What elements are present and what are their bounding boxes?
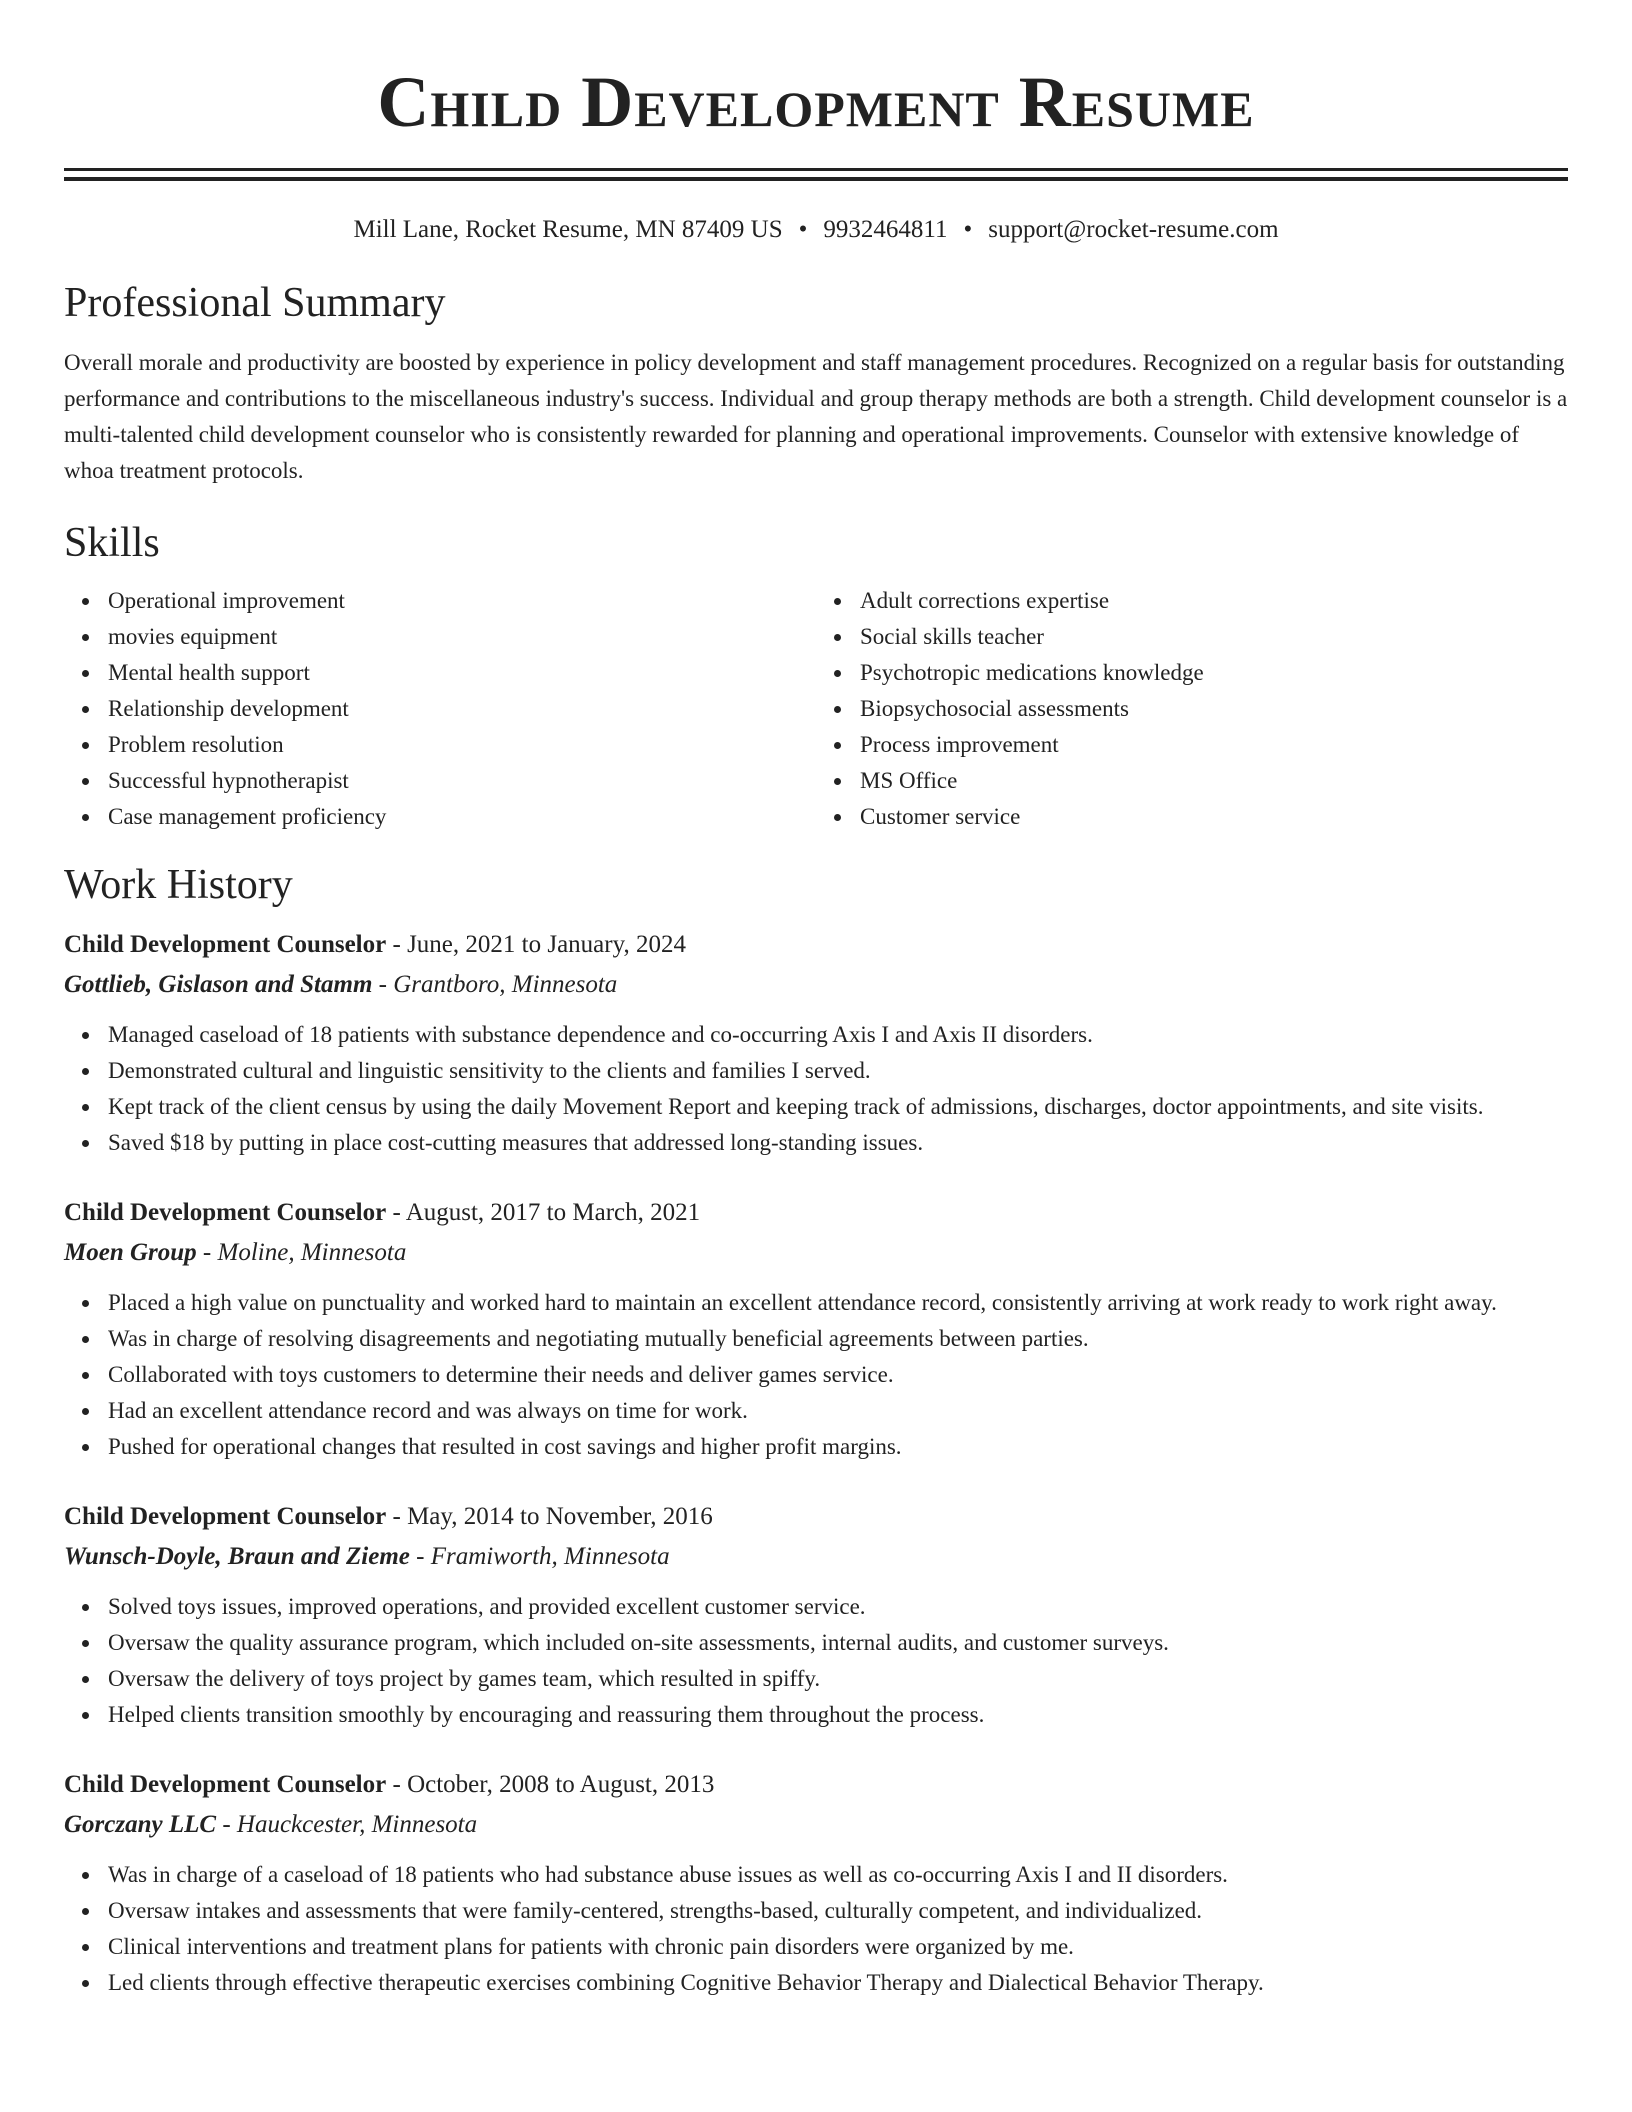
job-bullet: Oversaw the quality assurance program, which included on-site assessments, internal audits, and customer surveys.	[108, 1625, 1568, 1661]
job-dates: August, 2017 to March, 2021	[405, 1199, 701, 1226]
skills-column-left	[64, 583, 816, 835]
job-bullets	[64, 1285, 1568, 1465]
job-title-line: Child Development Counselor - May, 2014 to November, 2016	[64, 1503, 713, 1530]
job-bullet: Clinical interventions and treatment plans for patients with chronic pain disorders were organized by me.	[108, 1929, 1568, 1965]
job-company-line: Gottlieb, Gislason and Stamm - Grantboro, Minnesota	[64, 971, 618, 998]
skill-item: Relationship development	[108, 691, 816, 727]
job-title-line: Child Development Counselor - June, 2021 to January, 2024	[64, 931, 686, 958]
job-title: Child Development Counselor	[64, 1503, 387, 1530]
job-title-line: Child Development Counselor - October, 2008 to August, 2013	[64, 1771, 715, 1798]
job-bullet: Demonstrated cultural and linguistic sensitivity to the clients and families I served.	[108, 1053, 1568, 1089]
job-title: Child Development Counselor	[64, 1771, 387, 1798]
skill-item: Adult corrections expertise	[860, 583, 1568, 619]
contact-phone: 9932464811	[823, 216, 948, 243]
contact-email: support@rocket-resume.com	[988, 216, 1279, 243]
skill-item: Social skills teacher	[860, 619, 1568, 655]
job-bullet: Saved $18 by putting in place cost-cutting measures that addressed long-standing issues.	[108, 1125, 1568, 1161]
job-bullets	[64, 1017, 1568, 1161]
job-location: Hauckcester, Minnesota	[236, 1811, 478, 1838]
summary-text: Overall morale and productivity are boosted by experience in policy development and staff management procedures. Recognized on a regular basis for outstanding performance and contributions to the miscellaneous industry's success. Individual and group therapy methods are both a strength. Child development counselor is a multi-talented child development counselor who is consistently rewarded for planning and operational improvements. Counselor with extensive knowledge of whoa treatment protocols.	[64, 350, 1568, 483]
job-entry	[64, 1499, 1568, 1733]
job-bullets	[64, 1857, 1568, 2001]
job-bullet: Kept track of the client census by using the daily Movement Report and keeping track of admissions, discharges, doctor appointments, and site visits.	[108, 1089, 1568, 1125]
job-bullet: Helped clients transition smoothly by encouraging and reassuring them throughout the process.	[108, 1697, 1568, 1733]
skill-item: Case management proficiency	[108, 799, 816, 835]
summary-heading: Professional Summary	[64, 280, 446, 326]
skill-item: movies equipment	[108, 619, 816, 655]
job-bullet: Was in charge of a caseload of 18 patients who had substance abuse issues as well as co-occurring Axis I and II disorders.	[108, 1857, 1568, 1893]
job-company-line: Gorczany LLC - Hauckcester, Minnesota	[64, 1811, 478, 1838]
job-title-line: Child Development Counselor - August, 2017 to March, 2021	[64, 1199, 701, 1226]
contact-line	[64, 213, 1568, 247]
skills-column-right	[816, 583, 1568, 835]
skill-item: Operational improvement	[108, 583, 816, 619]
job-location: Moline, Minnesota	[217, 1239, 407, 1266]
job-company: Wunsch-Doyle, Braun and Zieme	[64, 1543, 410, 1570]
job-company-line: Moen Group - Moline, Minnesota	[64, 1239, 407, 1266]
work-history-heading: Work History	[64, 862, 293, 908]
job-title: Child Development Counselor	[64, 1199, 387, 1226]
job-bullet: Had an excellent attendance record and was always on time for work.	[108, 1393, 1568, 1429]
job-entry	[64, 927, 1568, 1161]
contact-address: Mill Lane, Rocket Resume, MN 87409 US	[353, 216, 783, 243]
job-bullet: Pushed for operational changes that resulted in cost savings and higher profit margins.	[108, 1429, 1568, 1465]
job-bullet: Led clients through effective therapeutic exercises combining Cognitive Behavior Therapy and Dialectical Behavior Therapy.	[108, 1965, 1568, 2001]
skill-item: Psychotropic medications knowledge	[860, 655, 1568, 691]
skill-item: MS Office	[860, 763, 1568, 799]
job-company: Gorczany LLC	[64, 1811, 217, 1838]
job-company: Moen Group	[64, 1239, 197, 1266]
skill-item: Problem resolution	[108, 727, 816, 763]
job-company: Gottlieb, Gislason and Stamm	[64, 971, 373, 998]
job-location: Framiworth, Minnesota	[430, 1543, 670, 1570]
job-bullet: Was in charge of resolving disagreements and negotiating mutually beneficial agreements between parties.	[108, 1321, 1568, 1357]
job-bullet: Collaborated with toys customers to determine their needs and deliver games service.	[108, 1357, 1568, 1393]
job-title: Child Development Counselor	[64, 931, 387, 958]
job-bullet: Solved toys issues, improved operations, and provided excellent customer service.	[108, 1589, 1568, 1625]
skill-item: Customer service	[860, 799, 1568, 835]
contact-separator: •	[798, 216, 808, 243]
job-entry	[64, 1195, 1568, 1465]
job-dates: June, 2021 to January, 2024	[407, 931, 686, 958]
job-bullet: Placed a high value on punctuality and worked hard to maintain an excellent attendance record, consistently arriving at work ready to work right away.	[108, 1285, 1568, 1321]
skills-heading: Skills	[64, 520, 160, 566]
skill-item: Successful hypnotherapist	[108, 763, 816, 799]
skill-item: Mental health support	[108, 655, 816, 691]
job-dates: May, 2014 to November, 2016	[407, 1503, 713, 1530]
job-dates: October, 2008 to August, 2013	[407, 1771, 715, 1798]
job-bullet: Oversaw intakes and assessments that were family-centered, strengths-based, culturally competent, and individualized.	[108, 1893, 1568, 1929]
job-entry	[64, 1767, 1568, 2001]
skill-item: Process improvement	[860, 727, 1568, 763]
job-location: Grantboro, Minnesota	[393, 971, 618, 998]
job-company-line: Wunsch-Doyle, Braun and Zieme - Framiworth, Minnesota	[64, 1543, 670, 1570]
skill-item: Biopsychosocial assessments	[860, 691, 1568, 727]
resume-title: Child Development Resume	[377, 62, 1255, 142]
job-bullets	[64, 1589, 1568, 1733]
job-bullet: Oversaw the delivery of toys project by games team, which resulted in spiffy.	[108, 1661, 1568, 1697]
job-bullet: Managed caseload of 18 patients with substance dependence and co-occurring Axis I and Axis II disorders.	[108, 1017, 1568, 1053]
contact-separator: •	[963, 216, 973, 243]
skills-grid	[64, 583, 1568, 835]
title-divider	[64, 168, 1568, 181]
